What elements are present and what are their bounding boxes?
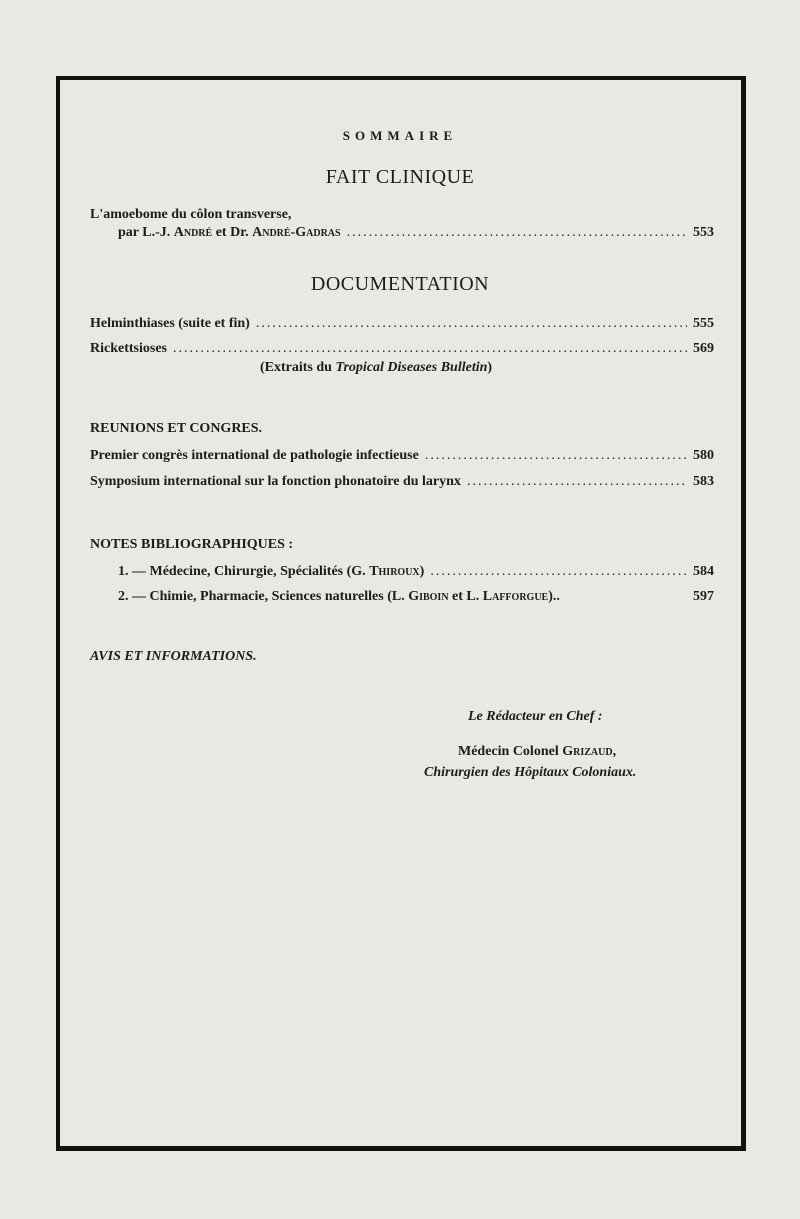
documentation-source: (Extraits du Tropical Diseases Bulletin) [260,360,493,375]
entry-label: Rickettsioses [90,341,167,356]
section-documentation-heading: DOCUMENTATION [310,273,490,295]
fait-clinique-line1: L'amoebome du côlon transverse, [90,207,292,222]
documentation-entry[interactable] [90,316,714,332]
section-notes-heading: NOTES BIBLIOGRAPHIQUES : [90,537,294,552]
reunions-entry[interactable] [90,474,714,490]
section-reunions-heading: REUNIONS ET CONGRES. [90,421,263,436]
reunions-entry[interactable] [90,448,714,464]
page-number: 569 [693,341,714,356]
leader-dots [425,448,687,464]
page-number: 584 [693,564,714,579]
page-number: 580 [693,448,714,463]
fait-clinique-authors: par L.-J. André et Dr. André-Gadras [118,225,341,240]
section-fait-clinique-heading: FAIT CLINIQUE [325,166,475,188]
signature-role: Chirurgien des Hôpitaux Coloniaux. [424,765,637,780]
page-number: 553 [693,225,714,240]
page-number: 597 [693,589,714,604]
leader-dots [430,564,687,580]
entry-label: Helminthiases (suite et fin) [90,316,250,331]
sommaire-title: SOMMAIRE [342,128,458,143]
leader-dots [256,316,687,332]
documentation-entry[interactable] [90,341,714,357]
leader-dots [173,341,687,357]
entry-label: Premier congrès international de pathologie infectieuse [90,448,419,463]
fait-clinique-entry[interactable] [118,225,714,241]
leader-dots [347,225,687,241]
entry-label: 2. — Chimie, Pharmacie, Sciences naturelles (L. Giboin et L. Lafforgue).. [118,589,560,604]
signature-name: Médecin Colonel Grizaud, [458,744,617,759]
signature-title: Le Rédacteur en Chef : [468,709,603,724]
notes-entry[interactable] [118,564,714,580]
entry-label: 1. — Médecine, Chirurgie, Spécialités (G. Thiroux) [118,564,425,579]
page-number: 555 [693,316,714,331]
entry-label: Symposium international sur la fonction phonatoire du larynx [90,474,461,489]
notes-entry[interactable] [118,589,714,605]
leader-dots [467,474,687,490]
avis-heading: AVIS ET INFORMATIONS. [90,649,257,664]
page-number: 583 [693,474,714,489]
